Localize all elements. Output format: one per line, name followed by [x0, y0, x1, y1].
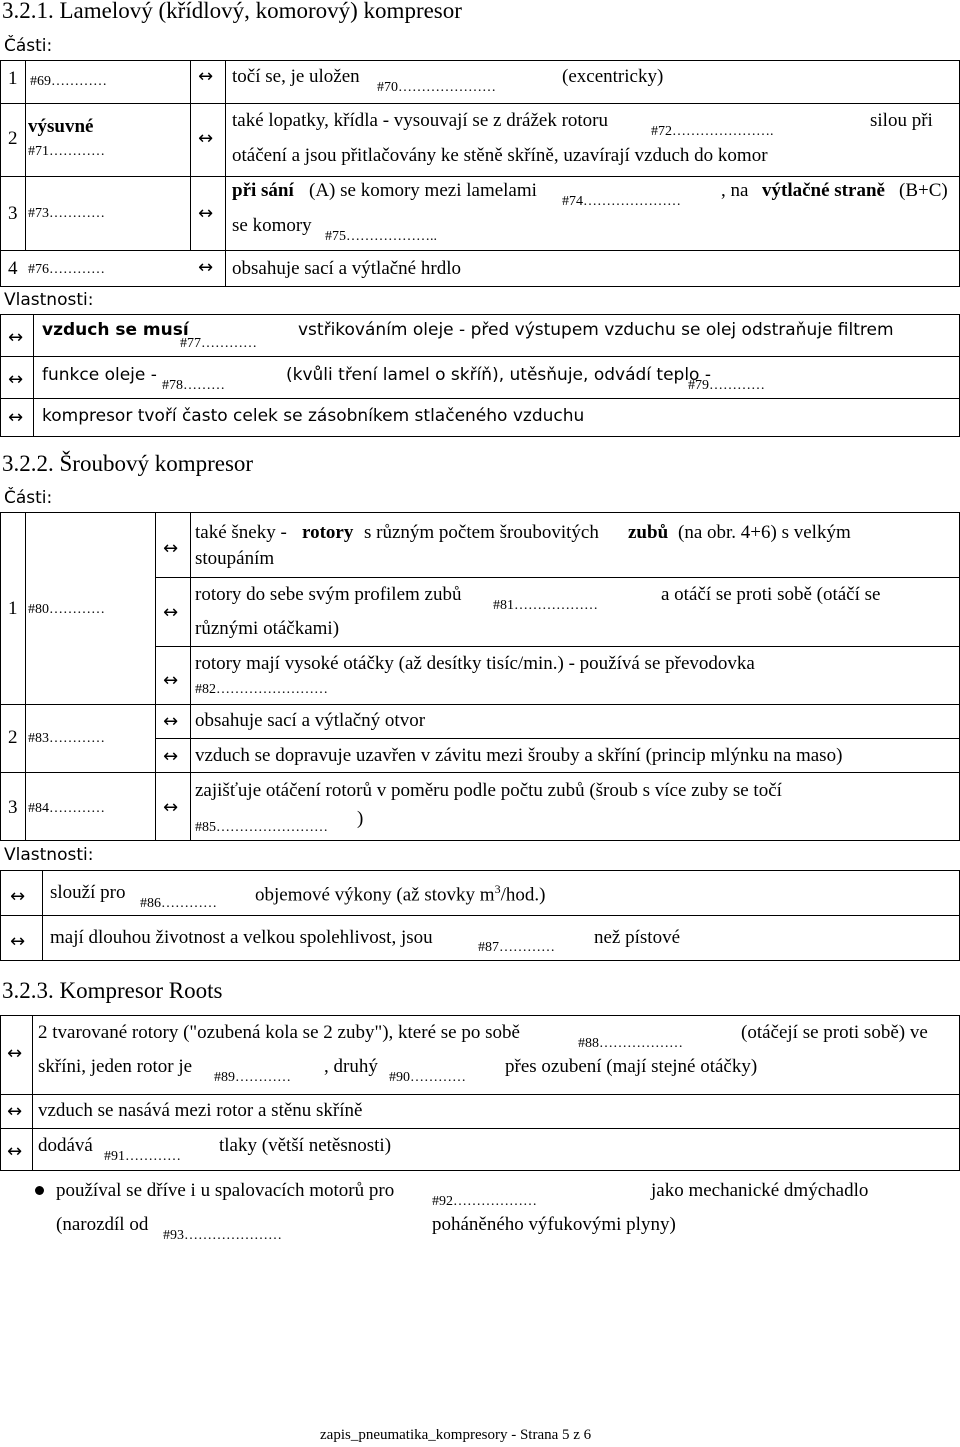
- row-number: 1: [8, 68, 18, 89]
- prop-text: vstřikováním oleje - před výstupem vzduchu se olej odstraňuje filtrem: [298, 320, 894, 340]
- bullet-text: používal se dříve i u spalovacích motorů pro: [56, 1180, 395, 1201]
- blank-75[interactable]: #75………………..: [325, 229, 437, 244]
- parts-label: Části:: [4, 36, 53, 56]
- bullet-text: (narozdíl od: [56, 1214, 149, 1235]
- row-text: silou při: [870, 110, 933, 131]
- row-number: 3: [8, 203, 18, 224]
- row-number: 3: [8, 797, 18, 818]
- row-text: (otáčejí se proti sobě) ve: [741, 1022, 928, 1043]
- row-text: obsahuje sací a výtlačný otvor: [195, 710, 426, 731]
- double-arrow-icon: ↔: [163, 797, 179, 818]
- double-arrow-icon: ↔: [198, 203, 214, 224]
- double-arrow-icon: ↔: [198, 128, 214, 149]
- row-text-bold: zubů: [628, 522, 669, 543]
- blank-78[interactable]: #78………: [162, 378, 225, 393]
- row-number: 1: [8, 598, 18, 619]
- double-arrow-icon: ↔: [163, 538, 179, 559]
- double-arrow-icon: ↔: [8, 407, 24, 428]
- parts-label: Části:: [4, 488, 53, 508]
- blank-84[interactable]: #84…………: [28, 801, 105, 816]
- double-arrow-icon: ↔: [8, 369, 24, 390]
- blank-76[interactable]: #76…………: [28, 262, 105, 277]
- row-text-bold: výtlačné straně: [762, 180, 885, 201]
- row-text: (B+C): [899, 180, 948, 201]
- row-text: skříni, jeden rotor je: [38, 1056, 193, 1077]
- blank-71[interactable]: #71…………: [28, 144, 105, 159]
- row-text: a otáčí se proti sobě (otáčí se: [661, 584, 881, 605]
- row-number: 2: [8, 128, 18, 149]
- row-text-bold: při sání: [232, 180, 294, 201]
- section-title-sroubovy: 3.2.2. Šroubový kompresor: [2, 451, 254, 476]
- bullet-text: poháněného výfukovými plyny): [432, 1214, 676, 1235]
- row-text: také šneky -: [195, 522, 287, 543]
- prop-text: než pístové: [594, 927, 681, 948]
- blank-70[interactable]: #70…………………: [377, 80, 496, 95]
- row-text: stoupáním: [195, 548, 275, 569]
- blank-69[interactable]: #69…………: [30, 74, 107, 89]
- row-text: vzduch se dopravuje uzavřen v závitu mezi šrouby a skříní (princip mlýnku na maso): [195, 745, 843, 766]
- row-text: s různým počtem šroubovitých: [364, 522, 599, 543]
- double-arrow-icon: ↔: [8, 327, 24, 348]
- row-text: otáčení a jsou přitlačovány ke stěně skříně, uzavírají vzduch do komor: [232, 145, 768, 166]
- blank-80[interactable]: #80…………: [28, 602, 105, 617]
- row-text: obsahuje sací a výtlačné hrdlo: [232, 258, 461, 279]
- row-text: , na: [721, 180, 749, 201]
- prop-text: slouží pro: [50, 882, 126, 903]
- prop-text: kompresor tvoří často celek se zásobníkem stlačeného vzduchu: [42, 406, 585, 426]
- prop-text: funkce oleje -: [42, 365, 157, 385]
- row-text: 2 tvarované rotory ("ozubená kola se 2 zuby"), které se po sobě: [38, 1022, 520, 1043]
- blank-87[interactable]: #87…………: [478, 940, 555, 955]
- blank-73[interactable]: #73…………: [28, 206, 105, 221]
- row-text: také lopatky, křídla - vysouvají se z drážek rotoru: [232, 110, 609, 131]
- row-text: se komory: [232, 215, 312, 236]
- row-text: , druhý: [324, 1056, 378, 1077]
- page-footer: zapis_pneumatika_kompresory - Strana 5 z 6: [320, 1427, 592, 1443]
- blank-91[interactable]: #91…………: [104, 1149, 181, 1164]
- double-arrow-icon: ↔: [7, 1101, 23, 1122]
- blank-93[interactable]: #93…………………: [163, 1228, 282, 1243]
- double-arrow-icon: ↔: [163, 602, 179, 623]
- row-text: rotory do sebe svým profilem zubů: [195, 584, 462, 605]
- double-arrow-icon: ↔: [163, 670, 179, 691]
- double-arrow-icon: ↔: [163, 711, 179, 732]
- row-text: vzduch se nasává mezi rotor a stěnu skříně: [38, 1100, 363, 1121]
- row-text: přes ozubení (mají stejné otáčky): [505, 1056, 758, 1077]
- row-text: dodává: [38, 1135, 93, 1156]
- row-text: tlaky (větší netěsnosti): [219, 1135, 392, 1156]
- row-text-bold: rotory: [302, 522, 354, 543]
- row-text: (A) se komory mezi lamelami: [309, 180, 537, 201]
- double-arrow-icon: ↔: [7, 1141, 23, 1162]
- prop-text: /hod.): [500, 884, 546, 906]
- double-arrow-icon: ↔: [198, 66, 214, 87]
- row-text: (na obr. 4+6) s velkým: [678, 522, 851, 543]
- blank-72[interactable]: #72………………….: [651, 124, 774, 139]
- double-arrow-icon: ↔: [198, 257, 214, 278]
- blank-83[interactable]: #83…………: [28, 731, 105, 746]
- prop-text-bold: vzduch se musí: [42, 320, 189, 340]
- row-number: 2: [8, 727, 18, 748]
- section-title-lamelovy: 3.2.1. Lamelový (křídlový, komorový) kompresor: [2, 0, 462, 23]
- blank-88[interactable]: #88………………: [578, 1036, 683, 1051]
- prop-text: (kvůli tření lamel o skříň), utěsňuje, odvádí teplo -: [286, 365, 711, 385]
- blank-92[interactable]: #92………………: [432, 1194, 537, 1209]
- double-arrow-icon: ↔: [10, 931, 26, 952]
- prop-text: mají dlouhou životnost a velkou spolehlivost, jsou: [50, 927, 433, 948]
- properties-label: Vlastnosti:: [4, 290, 94, 310]
- blank-79[interactable]: #79…………: [688, 378, 765, 393]
- part-name: výsuvné: [28, 116, 94, 137]
- blank-85[interactable]: #85……………………: [195, 820, 328, 835]
- blank-89[interactable]: #89…………: [214, 1070, 291, 1085]
- row-text: (excentricky): [562, 66, 664, 87]
- bullet-icon: [35, 1186, 44, 1195]
- row-text: různými otáčkami): [195, 618, 340, 639]
- prop-text: objemové výkony (až stovky m: [255, 884, 495, 906]
- properties-label: Vlastnosti:: [4, 845, 94, 865]
- superscript: 3: [494, 882, 501, 896]
- double-arrow-icon: ↔: [10, 886, 26, 907]
- double-arrow-icon: ↔: [7, 1043, 23, 1064]
- blank-82[interactable]: #82……………………: [195, 682, 328, 697]
- double-arrow-icon: ↔: [163, 746, 179, 767]
- blank-74[interactable]: #74…………………: [562, 194, 681, 209]
- row-text: zajišťuje otáčení rotorů v poměru podle počtu zubů (šroub s více zuby se točí: [195, 780, 782, 801]
- row-text: ): [357, 808, 364, 829]
- row-text: rotory mají vysoké otáčky (až desítky tisíc/min.) - používá se převodovka: [195, 653, 755, 674]
- row-text: točí se, je uložen: [232, 66, 360, 87]
- section-title-roots: 3.2.3. Kompresor Roots: [2, 978, 223, 1003]
- blank-86[interactable]: #86…………: [140, 896, 217, 911]
- blank-77[interactable]: #77…………: [180, 336, 257, 351]
- blank-90[interactable]: #90…………: [389, 1070, 466, 1085]
- row-number: 4: [8, 258, 18, 279]
- blank-81[interactable]: #81………………: [493, 598, 598, 613]
- bullet-text: jako mechanické dmýchadlo: [651, 1180, 869, 1201]
